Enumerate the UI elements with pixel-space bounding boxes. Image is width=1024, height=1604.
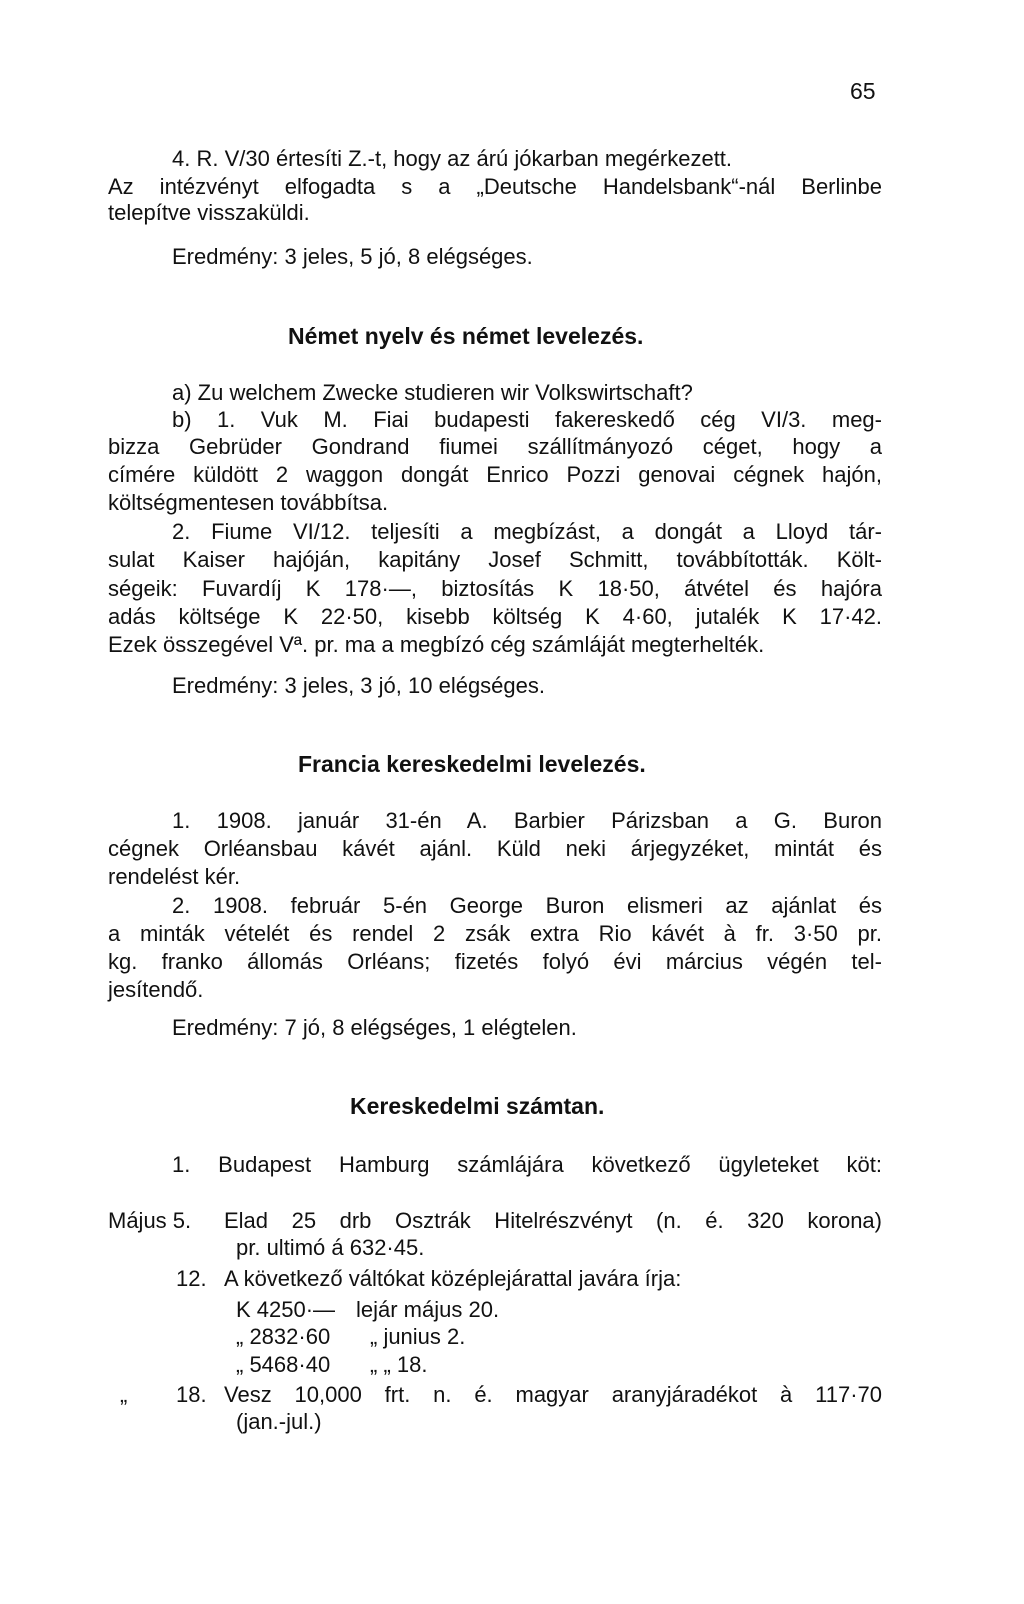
bill-amount: K 4250·— bbox=[236, 1297, 336, 1322]
section-heading: Kereskedelmi számtan. bbox=[350, 1093, 605, 1119]
bill-due: „ „ 18. bbox=[370, 1352, 428, 1377]
text-line: 1. 1908. január 31-én A. Barbier Párizsban a G. Buron bbox=[172, 808, 882, 833]
entry-text: Elad 25 drb Osztrák Hitelrészvényt (n. é. 320 korona) bbox=[224, 1208, 882, 1233]
result-line: Eredmény: 7 jó, 8 elégséges, 1 elégtelen. bbox=[172, 1015, 577, 1040]
text-line: bizza Gebrüder Gondrand fiumei szállítmányozó céget, hogy a bbox=[108, 434, 882, 459]
entry-text: Vesz 10,000 frt. n. é. magyar aranyjáradékot à 117·70 bbox=[224, 1382, 882, 1407]
bill-amount: „ 2832·60 bbox=[236, 1324, 331, 1349]
entry-date: Május 5. bbox=[108, 1208, 192, 1233]
page-number: 65 bbox=[850, 78, 876, 104]
result-line: Eredmény: 3 jeles, 5 jó, 8 elégséges. bbox=[172, 244, 533, 269]
text-line: a) Zu welchem Zwecke studieren wir Volkswirtschaft? bbox=[172, 380, 693, 405]
text-line: rendelést kér. bbox=[108, 864, 241, 889]
text-line: a minták vételét és rendel 2 zsák extra Rio kávét à fr. 3·50 pr. bbox=[108, 921, 882, 946]
text-line: kg. franko állomás Orléans; fizetés folyó évi március végén tel- bbox=[108, 949, 882, 974]
text-line: 2. 1908. február 5-én George Buron elismeri az ajánlat és bbox=[172, 893, 882, 918]
entry-text: pr. ultimó á 632·45. bbox=[236, 1235, 425, 1260]
text-line: jesítendő. bbox=[108, 977, 204, 1002]
text-line: telepítve visszaküldi. bbox=[108, 200, 310, 225]
section-heading: Francia kereskedelmi levelezés. bbox=[298, 751, 646, 777]
bill-due: „ junius 2. bbox=[370, 1324, 466, 1349]
text-line: Az intézvényt elfogadta s a „Deutsche Handelsbank“-nál Berlinbe bbox=[108, 174, 882, 199]
entry-date: 18. bbox=[176, 1382, 207, 1407]
text-line: Ezek összegével Vª. pr. ma a megbízó cég számláját megterhelték. bbox=[108, 632, 765, 657]
text-line: cégnek Orléansbau kávét ajánl. Küld neki árjegyzéket, mintát és bbox=[108, 836, 882, 861]
section-heading: Német nyelv és német levelezés. bbox=[288, 323, 644, 349]
entry-text: (jan.-jul.) bbox=[236, 1409, 322, 1434]
bill-amount: „ 5468·40 bbox=[236, 1352, 331, 1377]
text-line: 2. Fiume VI/12. teljesíti a megbízást, a dongát a Lloyd tár- bbox=[172, 519, 882, 544]
text-line: költségmentesen továbbítsa. bbox=[108, 490, 389, 515]
text-line: címére küldött 2 waggon dongát Enrico Pozzi genovai cégnek hajón, bbox=[108, 462, 882, 487]
text-line: adás költsége K 22·50, kisebb költség K 4·60, jutalék K 17·42. bbox=[108, 604, 882, 629]
text-line: ségeik: Fuvardíj K 178·—, biztosítás K 18·50, átvétel és hajóra bbox=[108, 576, 882, 601]
text-line: 4. R. V/30 értesíti Z.-t, hogy az árú jókarban megérkezett. bbox=[172, 146, 733, 171]
ditto-mark: „ bbox=[120, 1382, 128, 1407]
text-line: 1. Budapest Hamburg számlájára következő ügyleteket köt: bbox=[172, 1152, 882, 1177]
text-line: sulat Kaiser hajóján, kapitány Josef Schmitt, továbbították. Költ- bbox=[108, 547, 882, 572]
entry-date: 12. bbox=[176, 1266, 207, 1291]
bill-due: lejár május 20. bbox=[356, 1297, 500, 1322]
entry-text: A következő váltókat középlejárattal javára írja: bbox=[224, 1266, 682, 1291]
text-line: b) 1. Vuk M. Fiai budapesti fakereskedő cég VI/3. meg- bbox=[172, 407, 882, 432]
result-line: Eredmény: 3 jeles, 3 jó, 10 elégséges. bbox=[172, 673, 546, 698]
